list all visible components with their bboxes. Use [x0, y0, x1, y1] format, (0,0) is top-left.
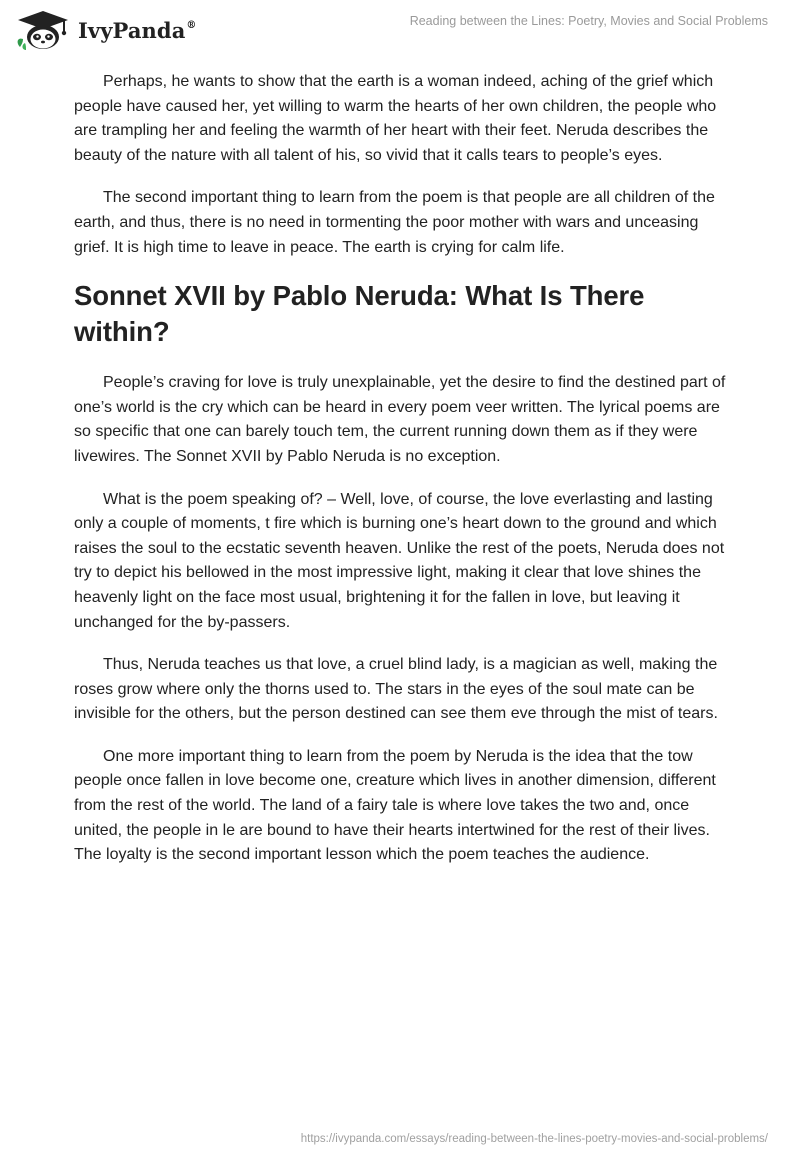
ivypanda-logo[interactable] — [14, 9, 197, 51]
page-header — [0, 0, 800, 60]
brand-name: IvyPanda® — [78, 17, 197, 43]
paragraph: The second important thing to learn from the poem is that people are all children of the earth, and thus, there is no need in tormenting the poor mother with wars and unceasing grief. It is high time to leave in peace. The earth is crying for calm life. — [74, 189, 715, 256]
panda-graduation-cap-icon — [14, 9, 72, 51]
section-heading: Sonnet XVII by Pablo Neruda: What Is There within? — [74, 280, 645, 348]
running-title: Reading between the Lines: Poetry, Movies and Social Problems — [409, 14, 768, 28]
paragraph: People’s craving for love is truly unexplainable, yet the desire to find the destined part of one’s world is the cry which can be heard in every poem veer written. The lyrical poems are so specific that one can barely touch tem, the current running down them as if they were livewires. The Sonnet XVII by Pablo Neruda is no exception. — [74, 374, 726, 465]
paragraph: Perhaps, he wants to show that the earth is a woman indeed, aching of the grief which people have caused her, yet willing to warm the hearts of her own children, the people who are trampling her and feeling the warmth of her heart with their feet. Neruda describes the beauty of the nature with all talent of his, so vivid that it calls tears to people’s eyes. — [74, 73, 717, 164]
article-body — [74, 70, 734, 886]
paragraph: Thus, Neruda teaches us that love, a cruel blind lady, is a magician as well, making the roses grow where only the thorns used to. The stars in the eyes of the soul mate can be invisible for the others, but the person destined can see them eve through the mist of tears. — [74, 656, 718, 723]
source-url[interactable]: https://ivypanda.com/essays/reading-between-the-lines-poetry-movies-and-social-problems/ — [300, 1133, 768, 1145]
paragraph: What is the poem speaking of? – Well, love, of course, the love everlasting and lasting only a couple of moments, t fire which is burning one’s heart down to the ground and which raises the soul to the ecstatic seventh heaven. Unlike the rest of the poets, Neruda does not try to depict his bellowed in the most impressive light, making it clear that love shines the heavenly light on the face most usual, brightening it for the fallen in love, but leaving it unchanged for the by-passers. — [74, 490, 725, 631]
paragraph: One more important thing to learn from the poem by Neruda is the idea that the tow people once fallen in love become one, creature which lives in another dimension, different from the rest of the world. The land of a fairy tale is where love takes the two and, once united, the people in le are bound to have their hearts intertwined for the rest of their lives. The loyalty is the second important lesson which the poem teaches the audience. — [74, 747, 716, 864]
